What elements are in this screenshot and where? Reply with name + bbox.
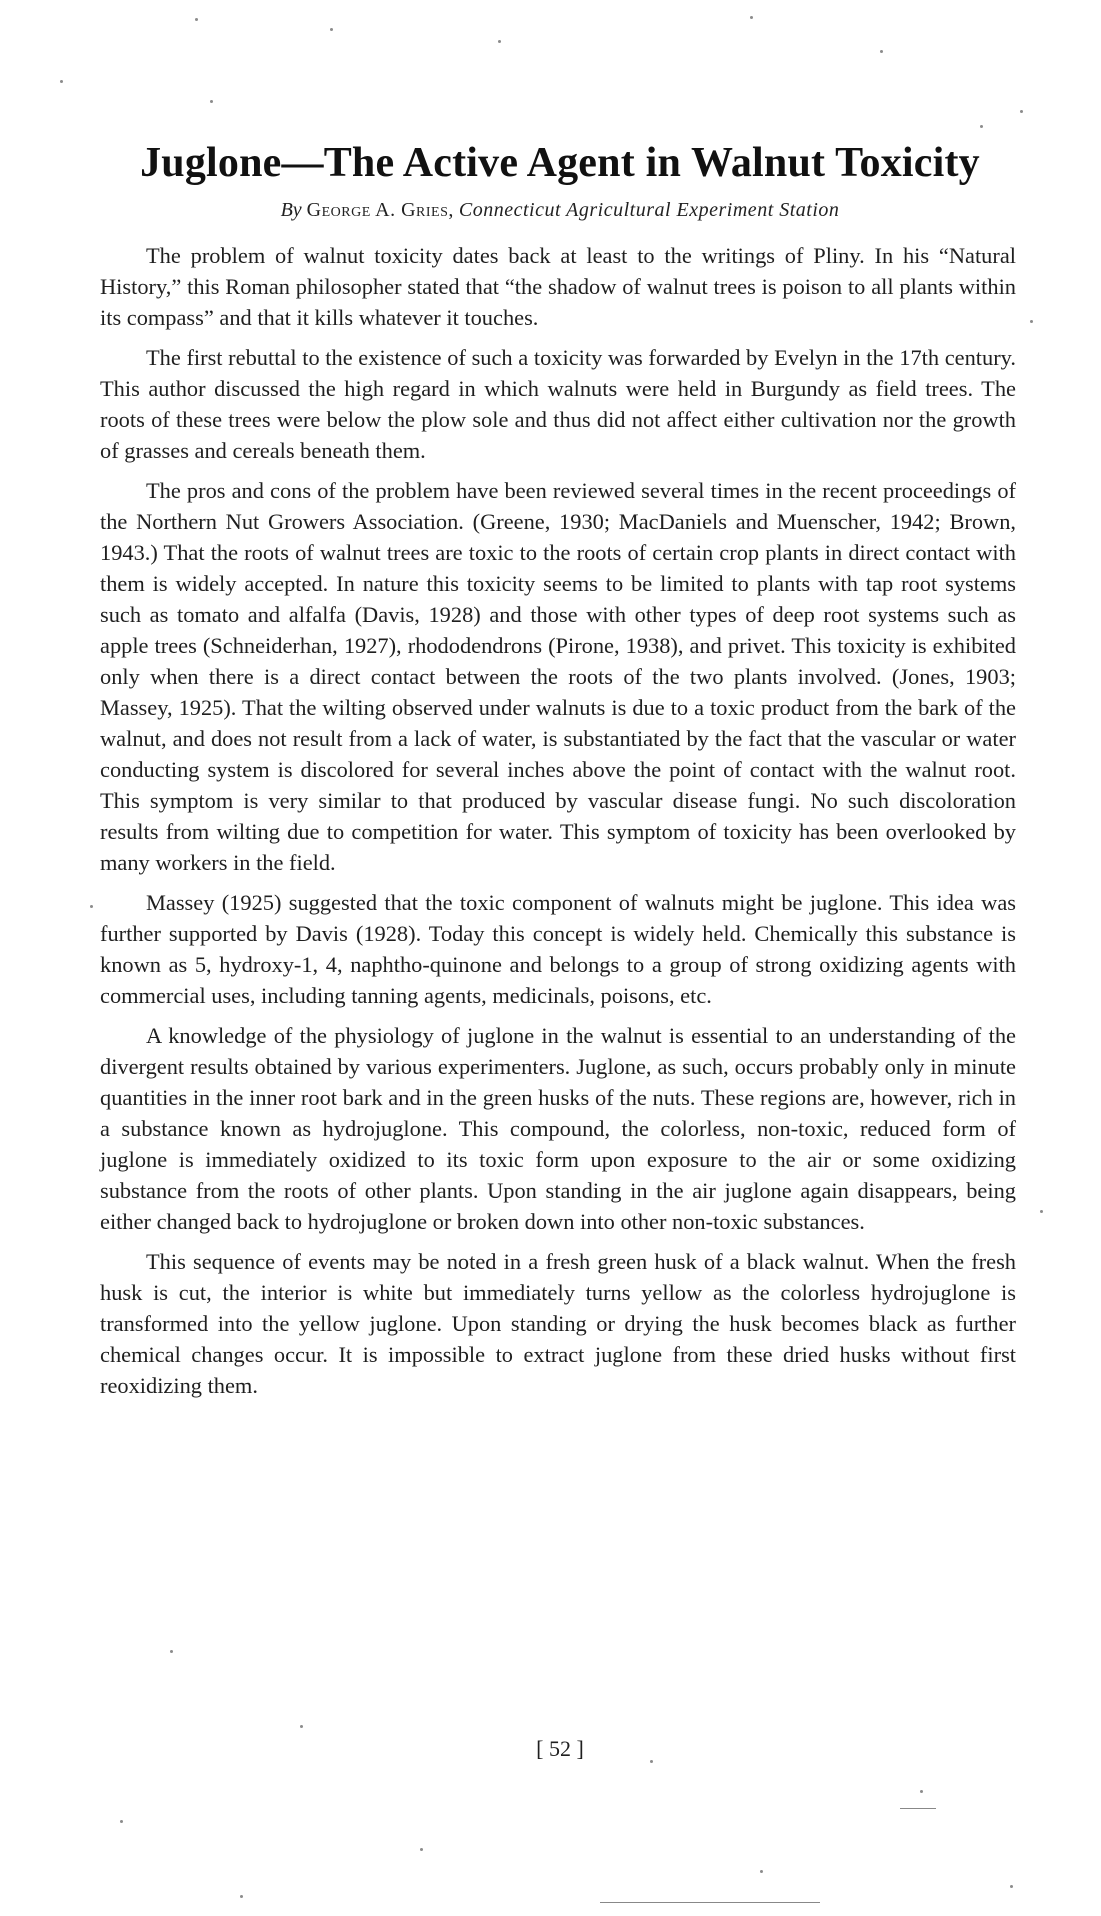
- scan-speck: [750, 16, 753, 19]
- scan-speck: [880, 50, 883, 53]
- scan-speck: [420, 1848, 423, 1851]
- scan-speck: [980, 125, 983, 128]
- byline-affiliation: Connecticut Agricultural Experiment Station: [458, 199, 840, 221]
- byline-author: George A. Gries,: [306, 199, 454, 221]
- scan-speck: [650, 1760, 653, 1763]
- scan-speck: [1020, 110, 1023, 113]
- scan-scratch: [600, 1902, 820, 1903]
- scan-speck: [90, 905, 93, 908]
- scan-speck: [1030, 320, 1033, 323]
- article-title: Juglone—The Active Agent in Walnut Toxicity: [140, 140, 980, 186]
- scan-speck: [1010, 1885, 1013, 1888]
- article-byline: [100, 196, 1020, 224]
- scan-speck: [300, 1725, 303, 1728]
- scan-speck: [170, 1650, 173, 1653]
- body-paragraph: A knowledge of the physiology of juglone in the walnut is essential to an understanding of the divergent results obtained by various experimenters. Juglone, as such, occurs probably only in minute quantities in the inner root bark and in the green husks of the nuts. These regions are, however, rich in a substance known as hydrojuglone. This compound, the colorless, non-toxic, reduced form of juglone is immediately oxidized to its toxic form upon exposure to the air or some oxidizing substance from the roots of other plants. Upon standing in the air juglone again disappears, being either changed back to hydrojuglone or broken down into other non-toxic substances.: [100, 1023, 1016, 1234]
- scan-speck: [760, 1870, 763, 1873]
- body-paragraph: The pros and cons of the problem have been reviewed several times in the recent proceedings of the Northern Nut Growers Association. (Greene, 1930; MacDaniels and Muenscher, 1942; Brown, 1943.) That the roots of walnut trees are toxic to the roots of certain crop plants in direct contact with them is widely accepted. In nature this toxicity seems to be limited to plants with tap root systems such as tomato and alfalfa (Davis, 1928) and those with other types of deep root systems such as apple trees (Schneiderhan, 1927), rhododendrons (Pirone, 1938), and privet. This toxicity is exhibited only when there is a direct contact between the roots of the two plants involved. (Jones, 1903; Massey, 1925). That the wilting observed under walnuts is due to a toxic product from the bark of the walnut, and does not result from a lack of water, is substantiated by the fact that the vascular or water conducting system is discolored for several inches above the point of contact with the walnut root. This symptom is very similar to that produced by vascular disease fungi. No such discoloration results from wilting due to competition for water. This symptom of toxicity has been overlooked by many workers in the field.: [100, 478, 1016, 875]
- scan-speck: [120, 1820, 123, 1823]
- article-body: [100, 240, 1016, 1410]
- scan-speck: [498, 40, 501, 43]
- scan-scratch: [900, 1808, 936, 1809]
- scan-speck: [920, 1790, 923, 1793]
- scan-speck: [210, 100, 213, 103]
- body-paragraph: This sequence of events may be noted in a fresh green husk of a black walnut. When the fresh husk is cut, the interior is white but immediately turns yellow as the colorless hydrojuglone is transformed into the yellow juglone. Upon standing or drying the husk becomes black as further chemical changes occur. It is impossible to extract juglone from these dried husks without first reoxidizing them.: [100, 1249, 1016, 1398]
- scan-speck: [240, 1895, 243, 1898]
- scan-speck: [60, 80, 63, 83]
- scan-speck: [1040, 1210, 1043, 1213]
- body-paragraph: The first rebuttal to the existence of such a toxicity was forwarded by Evelyn in the 17th century. This author discussed the high regard in which walnuts were held in Burgundy as field trees. The roots of these trees were below the plow sole and thus did not affect either cultivation nor the growth of grasses and cereals beneath them.: [100, 345, 1016, 463]
- scan-speck: [330, 28, 333, 31]
- body-paragraph: The problem of walnut toxicity dates back at least to the writings of Pliny. In his “Natural History,” this Roman philosopher stated that “the shadow of walnut trees is poison to all plants within its compass” and that it kills whatever it touches.: [100, 243, 1016, 330]
- page-number: [ 52 ]: [536, 1736, 584, 1761]
- byline-by: By: [280, 199, 302, 221]
- scan-speck: [195, 18, 198, 21]
- body-paragraph: Massey (1925) suggested that the toxic component of walnuts might be juglone. This idea was further supported by Davis (1928). Today this concept is widely held. Chemically this substance is known as 5, hydroxy-1, 4, naphtho-quinone and belongs to a group of strong oxidizing agents with commercial uses, including tanning agents, medicinals, poisons, etc.: [100, 890, 1016, 1008]
